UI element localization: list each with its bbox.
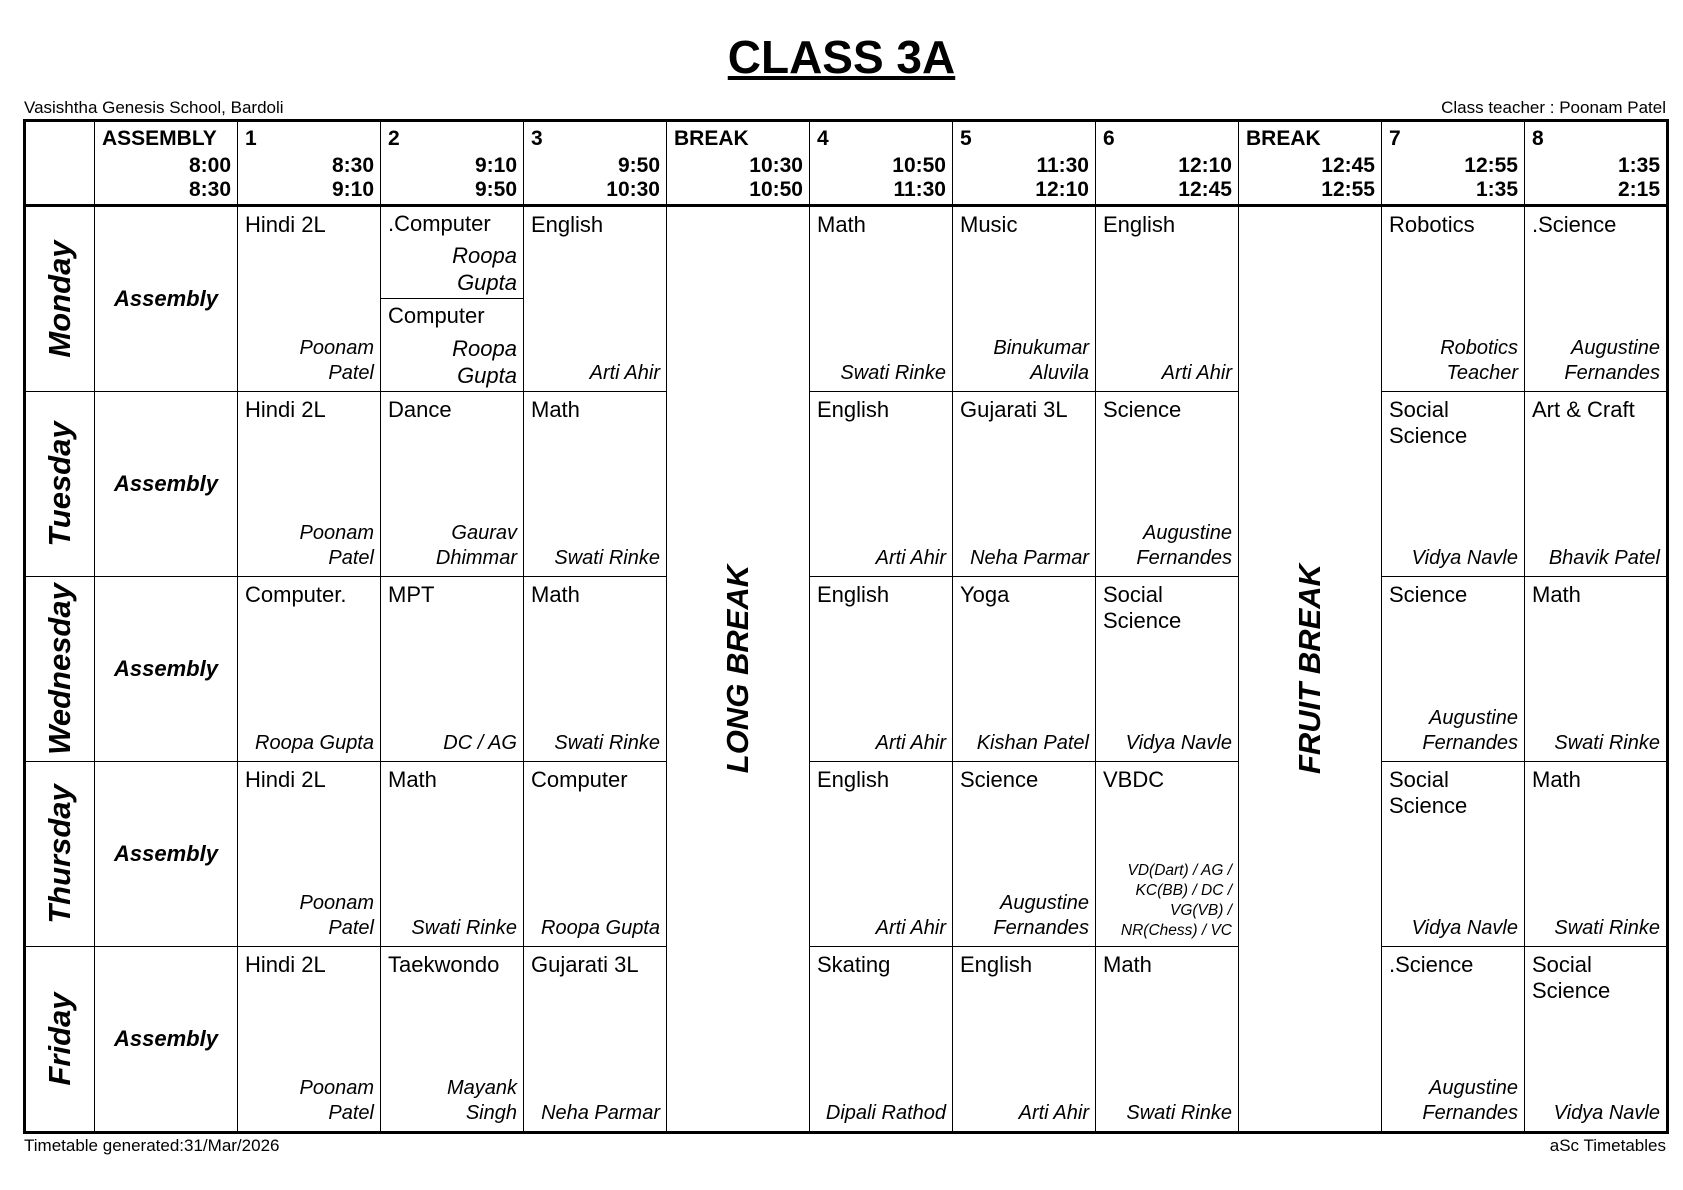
- period-header-9: [1382, 121, 1525, 206]
- teacher-name: Poonam Patel: [299, 522, 374, 569]
- lesson-cell: [810, 577, 953, 762]
- teacher-name: Arti Ahir: [875, 732, 946, 754]
- lesson-cell: [1382, 392, 1525, 577]
- period-end-time: 10:30: [606, 178, 660, 201]
- period-end-time: 9:50: [474, 178, 517, 201]
- teacher-name: Vidya Navle: [1411, 547, 1518, 569]
- lesson-split-bottom: [381, 299, 523, 391]
- lesson-cell: [810, 762, 953, 947]
- period-label: 2: [388, 127, 400, 150]
- period-label: 1: [245, 127, 257, 150]
- assembly-label: Assembly: [114, 286, 218, 311]
- period-header-6: [953, 121, 1096, 206]
- subject-name: English: [960, 952, 1033, 977]
- subject-name: Yoga: [960, 582, 1010, 607]
- lesson-cell: [953, 762, 1096, 947]
- subject-name: Science: [960, 767, 1039, 792]
- teacher-name: Robotics Teacher: [1440, 337, 1518, 384]
- teacher-name: DC / AG: [443, 732, 517, 754]
- teacher-name: Augustine Fernandes: [993, 892, 1089, 939]
- day-row-friday: [25, 947, 1668, 1133]
- lesson-cell: [238, 947, 381, 1133]
- subject-name: Hindi 2L: [245, 952, 326, 977]
- period-label: BREAK: [1246, 127, 1321, 150]
- subject-name: Hindi 2L: [245, 397, 326, 422]
- period-start-time: 10:30: [749, 154, 803, 177]
- lesson-cell: [524, 762, 667, 947]
- period-label: 6: [1103, 127, 1115, 150]
- subject-name: Science: [1103, 397, 1182, 422]
- lesson-cell: [1096, 762, 1239, 947]
- subject-name: Math: [1532, 767, 1581, 792]
- lesson-cell: [238, 577, 381, 762]
- lesson-cell: [1096, 947, 1239, 1133]
- lesson-cell: [810, 947, 953, 1133]
- lesson-cell: [524, 577, 667, 762]
- period-end-time: 9:10: [331, 178, 374, 201]
- lesson-cell: [1382, 762, 1525, 947]
- subject-name: Dance: [388, 397, 452, 422]
- period-start-time: 8:00: [188, 154, 231, 177]
- day-label-cell: [25, 577, 95, 762]
- period-start-time: 11:30: [1036, 154, 1089, 177]
- teacher-name: Poonam Patel: [299, 892, 374, 939]
- lesson-cell: [381, 947, 524, 1133]
- period-end-time: 8:30: [188, 178, 231, 201]
- period-header-10: [1525, 121, 1668, 206]
- subject-name: .Computer: [388, 211, 491, 236]
- teacher-name: Swati Rinke: [554, 732, 660, 754]
- period-label: 4: [817, 127, 829, 150]
- period-header-5: [810, 121, 953, 206]
- teacher-name: Neha Parmar: [970, 547, 1089, 569]
- period-end-time: 2:15: [1617, 178, 1660, 201]
- teacher-name: Swati Rinke: [840, 362, 946, 384]
- lesson-cell: [810, 206, 953, 392]
- lesson-cell: [953, 947, 1096, 1133]
- subject-name: Math: [531, 582, 580, 607]
- lesson-cell: [524, 206, 667, 392]
- day-label-cell: [25, 947, 95, 1133]
- teacher-name: Augustine Fernandes: [1422, 1077, 1518, 1124]
- subject-name: Science: [1389, 582, 1468, 607]
- period-label: BREAK: [674, 127, 749, 150]
- subject-name: .Science: [1389, 952, 1474, 977]
- teacher-name: Poonam Patel: [299, 337, 374, 384]
- day-name: Monday: [42, 240, 77, 358]
- lesson-cell: [524, 392, 667, 577]
- lesson-cell: [238, 762, 381, 947]
- assembly-cell: [95, 947, 238, 1133]
- long-break-label: LONG BREAK: [720, 564, 755, 774]
- lesson-cell: [953, 577, 1096, 762]
- teacher-name: Augustine Fernandes: [1564, 337, 1660, 384]
- period-start-time: 12:55: [1464, 154, 1518, 177]
- teacher-name: Roopa Gupta: [541, 917, 660, 939]
- subject-name: Math: [1103, 952, 1152, 977]
- subject-name: Taekwondo: [388, 952, 500, 977]
- timetable-grid: [23, 119, 1669, 1134]
- fruit-break-label: FRUIT BREAK: [1292, 563, 1327, 775]
- period-start-time: 10:50: [892, 154, 946, 177]
- day-label-cell: [25, 392, 95, 577]
- teacher-name: Binukumar Aluvila: [993, 337, 1089, 384]
- teacher-name: Swati Rinke: [1554, 917, 1660, 939]
- period-start-time: 8:30: [331, 154, 374, 177]
- day-label-cell: [25, 206, 95, 392]
- teacher-name: Swati Rinke: [1126, 1102, 1232, 1124]
- subject-name: Robotics: [1389, 212, 1475, 237]
- lesson-cell: [953, 206, 1096, 392]
- teacher-name: Swati Rinke: [554, 547, 660, 569]
- subject-name: Hindi 2L: [245, 767, 326, 792]
- assembly-cell: [95, 762, 238, 947]
- teacher-name: Roopa Gupta: [255, 732, 374, 754]
- subject-name: Social Science: [1389, 397, 1468, 448]
- teacher-name: Neha Parmar: [541, 1102, 660, 1124]
- subject-name: English: [1103, 212, 1176, 237]
- teacher-name: VD(Dart) / AG / KC(BB) / DC / VG(VB) / NR(Chess) / VC: [1120, 862, 1232, 939]
- subject-name: Computer: [388, 303, 485, 328]
- subject-name: Social Science: [1389, 767, 1468, 818]
- period-label: 7: [1389, 127, 1401, 150]
- period-header-2: [381, 121, 524, 206]
- period-end-time: 12:10: [1035, 178, 1089, 201]
- teacher-name: Vidya Navle: [1411, 917, 1518, 939]
- lesson-cell: [381, 762, 524, 947]
- school-name: Vasishtha Genesis School, Bardoli: [24, 98, 284, 117]
- subject-name: Art & Craft: [1532, 397, 1635, 422]
- lesson-cell: [381, 577, 524, 762]
- lesson-cell: [810, 392, 953, 577]
- subject-name: Music: [960, 212, 1018, 237]
- period-end-time: 11:30: [893, 178, 946, 201]
- subject-name: Gujarati 3L: [531, 952, 639, 977]
- subject-name: English: [817, 397, 890, 422]
- period-end-time: 10:50: [749, 178, 803, 201]
- lesson-split-top: [381, 207, 523, 299]
- period-start-time: 1:35: [1617, 154, 1660, 177]
- subject-name: Math: [1532, 582, 1581, 607]
- teacher-name: Arti Ahir: [875, 917, 946, 939]
- subject-name: English: [817, 582, 890, 607]
- subject-name: VBDC: [1103, 767, 1165, 792]
- period-end-time: 1:35: [1475, 178, 1518, 201]
- subject-name: English: [531, 212, 604, 237]
- lesson-cell: [1382, 577, 1525, 762]
- teacher-name: Kishan Patel: [976, 732, 1089, 754]
- teacher-name: Vidya Navle: [1553, 1102, 1660, 1124]
- brand-label: aSc Timetables: [1549, 1136, 1666, 1155]
- teacher-name: Poonam Patel: [299, 1077, 374, 1124]
- teacher-name: Bhavik Patel: [1548, 547, 1660, 569]
- lesson-cell: [1525, 392, 1668, 577]
- lesson-cell: [238, 392, 381, 577]
- subject-name: Math: [388, 767, 437, 792]
- period-end-time: 12:55: [1321, 178, 1375, 201]
- assembly-label: Assembly: [114, 656, 218, 681]
- teacher-name: Augustine Fernandes: [1136, 522, 1232, 569]
- period-label: ASSEMBLY: [102, 127, 217, 150]
- teacher-name: Dipali Rathod: [825, 1102, 946, 1124]
- subject-name: English: [817, 767, 890, 792]
- period-start-time: 9:10: [474, 154, 517, 177]
- subject-name: Computer: [531, 767, 628, 792]
- day-name: Wednesday: [42, 583, 77, 755]
- teacher-name: Mayank Singh: [446, 1077, 517, 1124]
- period-header-row: [25, 121, 1668, 206]
- period-label: 3: [531, 127, 543, 150]
- day-label-cell: [25, 762, 95, 947]
- subject-name: Math: [531, 397, 580, 422]
- fruit-break-cell: [1239, 206, 1382, 1133]
- period-end-time: 12:45: [1178, 178, 1232, 201]
- lesson-cell: [1096, 392, 1239, 577]
- period-header-1: [238, 121, 381, 206]
- period-label: 8: [1532, 127, 1544, 150]
- day-row-wednesday: [25, 577, 1668, 762]
- generated-date: Timetable generated:31/Mar/2026: [24, 1136, 280, 1155]
- assembly-cell: [95, 206, 238, 392]
- lesson-cell: [1382, 947, 1525, 1133]
- class-teacher: Class teacher : Poonam Patel: [1441, 98, 1666, 117]
- lesson-cell: [1525, 947, 1668, 1133]
- subject-name: Social Science: [1532, 952, 1611, 1003]
- lesson-cell: [1096, 206, 1239, 392]
- lesson-cell: [381, 206, 524, 392]
- corner-cell: [25, 121, 95, 206]
- assembly-cell: [95, 392, 238, 577]
- teacher-name: Arti Ahir: [1161, 362, 1232, 384]
- teacher-name: Arti Ahir: [1018, 1102, 1089, 1124]
- lesson-cell: [953, 392, 1096, 577]
- teacher-name: Arti Ahir: [589, 362, 660, 384]
- assembly-label: Assembly: [114, 1026, 218, 1051]
- subject-name: .Science: [1532, 212, 1617, 237]
- teacher-name: Augustine Fernandes: [1422, 707, 1518, 754]
- assembly-label: Assembly: [114, 841, 218, 866]
- teacher-name: Arti Ahir: [875, 547, 946, 569]
- subject-name: Gujarati 3L: [960, 397, 1068, 422]
- teacher-name: Roopa Gupta: [452, 243, 517, 295]
- teacher-name: Swati Rinke: [1554, 732, 1660, 754]
- subject-name: Skating: [817, 952, 891, 977]
- lesson-cell: [1382, 206, 1525, 392]
- long-break-cell: [667, 206, 810, 1133]
- lesson-cell: [1525, 762, 1668, 947]
- lesson-cell: [381, 392, 524, 577]
- lesson-cell: [524, 947, 667, 1133]
- assembly-cell: [95, 577, 238, 762]
- period-header-3: [524, 121, 667, 206]
- teacher-name: Vidya Navle: [1125, 732, 1232, 754]
- lesson-cell: [1525, 206, 1668, 392]
- day-row-tuesday: [25, 392, 1668, 577]
- day-row-thursday: [25, 762, 1668, 947]
- period-header-0: [95, 121, 238, 206]
- period-start-time: 12:10: [1178, 154, 1232, 177]
- subject-name: Computer.: [245, 582, 347, 607]
- day-row-monday: [25, 206, 1668, 392]
- lesson-cell: [238, 206, 381, 392]
- page-title: CLASS 3A: [727, 31, 956, 83]
- lesson-cell: [1096, 577, 1239, 762]
- day-name: Tuesday: [42, 421, 77, 547]
- assembly-label: Assembly: [114, 471, 218, 496]
- period-start-time: 12:45: [1321, 154, 1375, 177]
- subject-name: MPT: [388, 582, 435, 607]
- period-start-time: 9:50: [617, 154, 660, 177]
- day-name: Thursday: [42, 784, 77, 924]
- period-label: 5: [960, 127, 972, 150]
- subject-name: Math: [817, 212, 866, 237]
- day-name: Friday: [42, 992, 77, 1086]
- subject-name: Social Science: [1103, 582, 1182, 633]
- period-header-8: [1239, 121, 1382, 206]
- subject-name: Hindi 2L: [245, 212, 326, 237]
- period-header-7: [1096, 121, 1239, 206]
- teacher-name: Swati Rinke: [411, 917, 517, 939]
- teacher-name: Roopa Gupta: [452, 336, 517, 388]
- period-header-4: [667, 121, 810, 206]
- lesson-cell: [1525, 577, 1668, 762]
- teacher-name: Gaurav Dhimmar: [435, 522, 517, 569]
